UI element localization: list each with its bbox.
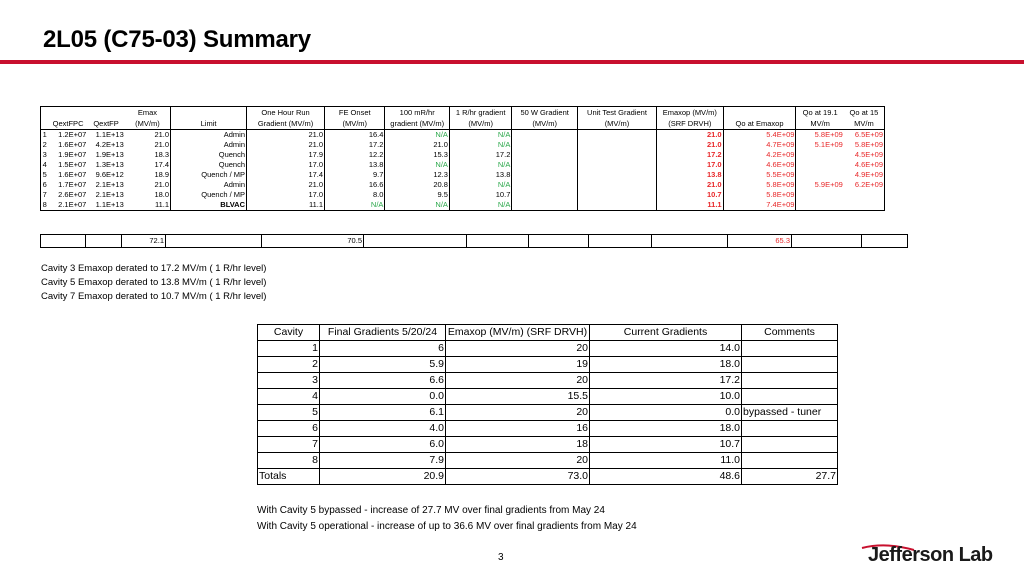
totals-cell: 27.7 (742, 469, 838, 485)
gradient-row (258, 453, 838, 469)
summary-cell: 17.2 (449, 150, 511, 160)
total-emaxop: 65.3 (728, 235, 792, 248)
summary-cell: 17.4 (125, 160, 171, 170)
summary-cell: 18.9 (125, 170, 171, 180)
summary-cell: 21.0 (657, 180, 724, 190)
summary-row (41, 160, 885, 170)
header-cell: Qo at 15 MV/m (844, 107, 885, 130)
summary-cell: 1.1E+13 (87, 200, 124, 211)
summary-cell: N/A (449, 200, 511, 211)
summary-cell: 21.0 (125, 140, 171, 150)
gradient-cell: 20 (446, 341, 590, 357)
summary-cell (577, 160, 656, 170)
summary-row (41, 130, 885, 141)
gradient-cell: 4 (258, 389, 320, 405)
summary-totals-table (40, 234, 908, 248)
summary-cell: BLVAC (171, 200, 247, 211)
summary-cell: 8.0 (325, 190, 385, 200)
totals-cell: 73.0 (446, 469, 590, 485)
header-cell: Qo at 19.1 MV/m (796, 107, 844, 130)
gradient-header-row (258, 325, 838, 341)
summary-cell (512, 140, 578, 150)
summary-cell: N/A (449, 160, 511, 170)
summary-cell: 21.0 (385, 140, 450, 150)
derate-note: Cavity 7 Emaxop derated to 10.7 MV/m ( 1 R/hr level) (41, 291, 267, 302)
summary-cell: 1.2E+07 (58, 130, 87, 139)
gradient-cell: 1 (258, 341, 320, 357)
header-cell: 50 W Gradient (MV/m) (512, 107, 578, 130)
summary-cell: Quench (171, 160, 247, 170)
gradient-cell: 8 (258, 453, 320, 469)
summary-cell: 21.0 (247, 130, 325, 141)
summary-cell: 1.6E+07 (58, 170, 87, 179)
gradient-cell: 14.0 (590, 341, 742, 357)
header-cell: One Hour Run Gradient (MV/m) (247, 107, 325, 130)
summary-cell (577, 200, 656, 211)
header-cell: Current Gradients (590, 325, 742, 341)
summary-cell: 8 (41, 200, 49, 211)
gradient-cell: 0.0 (590, 405, 742, 421)
summary-cell: 13.8 (657, 170, 724, 180)
title-divider (0, 60, 1024, 64)
header-cell: Comments (742, 325, 838, 341)
summary-cell: 21.0 (657, 130, 724, 141)
summary-cell: N/A (449, 140, 511, 150)
summary-cell: 5.8E+09 (723, 180, 796, 190)
summary-cell: 9.6E+12 (95, 170, 124, 179)
summary-row (41, 180, 885, 190)
summary-cell (796, 150, 844, 160)
summary-cell: 6.5E+09 (844, 130, 885, 141)
summary-cell (512, 160, 578, 170)
jefferson-lab-logo: Jefferson Lab (868, 544, 993, 566)
summary-cell: 4.2E+09 (723, 150, 796, 160)
summary-cell: N/A (449, 130, 511, 141)
summary-cell: 5.9E+09 (814, 180, 843, 189)
gradient-cell: 20 (446, 405, 590, 421)
totals-cell: 20.9 (320, 469, 446, 485)
header-cell: Emaxop (MV/m) (SRF DRVH) (657, 107, 724, 130)
cavity-summary-table (40, 106, 885, 211)
summary-cell: 4 (41, 160, 49, 170)
gradient-cell: 19 (446, 357, 590, 373)
header-cell: Cavity (258, 325, 320, 341)
summary-cell: 15.3 (385, 150, 450, 160)
summary-row (41, 170, 885, 180)
summary-cell: 11.1 (247, 200, 325, 211)
summary-cell: 11.1 (125, 200, 171, 211)
summary-cell: N/A (449, 180, 511, 190)
summary-totals-row (41, 235, 908, 248)
summary-cell: 4.6E+09 (844, 160, 885, 170)
gradient-cell (742, 389, 838, 405)
summary-cell (796, 160, 844, 170)
summary-row (41, 190, 885, 200)
summary-cell (577, 150, 656, 160)
summary-cell: 7 (41, 190, 49, 200)
header-cell: Unit Test Gradient (MV/m) (577, 107, 656, 130)
summary-cell (512, 150, 578, 160)
summary-cell: 2.6E+07 (58, 190, 87, 199)
summary-cell (844, 190, 885, 200)
summary-cell: 2.1E+13 (95, 180, 124, 189)
summary-cell (512, 180, 578, 190)
gradient-cell: 18 (446, 437, 590, 453)
total-one-hour: 70.5 (262, 235, 364, 248)
summary-cell: 1.6E+07 (58, 140, 87, 149)
gradient-cell: 5 (258, 405, 320, 421)
summary-cell: N/A (385, 160, 450, 170)
gradient-cell: 4.0 (320, 421, 446, 437)
summary-cell: 21.0 (125, 130, 171, 141)
summary-cell: Quench / MP (171, 170, 247, 180)
summary-cell: 17.4 (247, 170, 325, 180)
summary-cell: 20.8 (385, 180, 450, 190)
gradient-cell: 6 (320, 341, 446, 357)
gradient-cell (742, 357, 838, 373)
summary-cell (577, 190, 656, 200)
derate-note: Cavity 3 Emaxop derated to 17.2 MV/m ( 1 R/hr level) (41, 263, 267, 274)
summary-cell: 1.3E+13 (95, 160, 124, 169)
gradient-cell (742, 341, 838, 357)
summary-cell: 17.0 (247, 160, 325, 170)
summary-cell: 6.2E+09 (844, 180, 885, 190)
header-cell: Final Gradients 5/20/24 (320, 325, 446, 341)
summary-cell: 5.8E+09 (723, 190, 796, 200)
summary-cell: 21.0 (657, 140, 724, 150)
summary-cell: 5.8E+09 (814, 130, 843, 139)
summary-cell: 1.9E+13 (95, 150, 124, 159)
gradient-cell: 5.9 (320, 357, 446, 373)
summary-cell: 17.2 (325, 140, 385, 150)
gradient-cell: 20 (446, 373, 590, 389)
summary-cell: 10.7 (657, 190, 724, 200)
summary-row (41, 200, 885, 211)
summary-cell (796, 200, 844, 211)
gradient-cell: 2 (258, 357, 320, 373)
summary-cell: 13.8 (325, 160, 385, 170)
summary-cell: 17.9 (247, 150, 325, 160)
gradient-cell: 10.0 (590, 389, 742, 405)
header-cell (41, 107, 49, 130)
derate-note: Cavity 5 Emaxop derated to 13.8 MV/m ( 1 R/hr level) (41, 277, 267, 288)
header-cell: Qo at Emaxop (723, 107, 796, 130)
gradient-cell: 0.0 (320, 389, 446, 405)
summary-cell: 21.0 (247, 140, 325, 150)
summary-cell: 18.3 (125, 150, 171, 160)
summary-cell (512, 170, 578, 180)
gradient-cell: 11.0 (590, 453, 742, 469)
gradient-row (258, 437, 838, 453)
gradient-cell: bypassed - tuner (742, 405, 838, 421)
summary-cell: 5 (41, 170, 49, 180)
header-cell: FE Onset (MV/m) (325, 107, 385, 130)
summary-cell: 17.2 (657, 150, 724, 160)
summary-cell (796, 190, 844, 200)
header-cell: 1 R/hr gradient (MV/m) (449, 107, 511, 130)
summary-cell: 10.7 (449, 190, 511, 200)
summary-cell: 5.4E+09 (723, 130, 796, 141)
summary-cell: Quench / MP (171, 190, 247, 200)
summary-cell: Admin (171, 140, 247, 150)
summary-cell: 17.0 (247, 190, 325, 200)
bottom-note: With Cavity 5 bypassed - increase of 27.7 MV over final gradients from May 24 (257, 505, 605, 516)
header-cell: Emaxop (MV/m) (SRF DRVH) (446, 325, 590, 341)
page-title: 2L05 (C75-03) Summary (43, 26, 311, 53)
gradient-row (258, 357, 838, 373)
summary-cell: 21.0 (125, 180, 171, 190)
summary-cell: 4.6E+09 (723, 160, 796, 170)
gradient-row (258, 421, 838, 437)
header-cell: Limit (171, 107, 247, 130)
summary-cell: 9.7 (325, 170, 385, 180)
summary-cell: 16.4 (325, 130, 385, 141)
gradient-row (258, 405, 838, 421)
totals-label: Totals (258, 469, 320, 485)
page-number: 3 (498, 552, 504, 563)
derate-notes (41, 262, 266, 304)
summary-row (41, 150, 885, 160)
summary-cell: 4.2E+13 (95, 140, 124, 149)
summary-cell: 7.4E+09 (723, 200, 796, 211)
gradient-row (258, 389, 838, 405)
summary-header-row (41, 107, 885, 130)
gradient-row (258, 373, 838, 389)
summary-cell: N/A (325, 200, 385, 211)
gradient-cell: 3 (258, 373, 320, 389)
summary-cell: 1.9E+07 (58, 150, 87, 159)
summary-cell: Admin (171, 180, 247, 190)
header-cell: Emax (MV/m) (125, 107, 171, 130)
summary-cell: 13.8 (449, 170, 511, 180)
summary-cell (512, 130, 578, 141)
summary-cell: 18.0 (125, 190, 171, 200)
summary-cell (512, 190, 578, 200)
summary-cell: 17.0 (657, 160, 724, 170)
summary-cell: 12.2 (325, 150, 385, 160)
summary-cell (577, 140, 656, 150)
total-emax: 72.1 (122, 235, 166, 248)
gradient-row (258, 341, 838, 357)
gradient-cell (742, 437, 838, 453)
summary-cell: 4.9E+09 (844, 170, 885, 180)
summary-cell: 1 (41, 130, 49, 141)
gradient-cell: 7 (258, 437, 320, 453)
gradient-cell: 6.1 (320, 405, 446, 421)
summary-cell: 5.8E+09 (844, 140, 885, 150)
gradient-table (257, 324, 838, 485)
gradient-cell: 6.6 (320, 373, 446, 389)
gradient-cell: 20 (446, 453, 590, 469)
summary-cell: 2.1E+13 (95, 190, 124, 199)
gradient-cell: 6 (258, 421, 320, 437)
summary-cell: 2.1E+07 (49, 200, 88, 211)
gradient-cell: 18.0 (590, 357, 742, 373)
summary-cell: 2 (41, 140, 49, 150)
bottom-notes (257, 503, 637, 535)
bottom-note: With Cavity 5 operational - increase of up to 36.6 MV over final gradients from May 24 (257, 521, 637, 532)
summary-cell: N/A (385, 130, 450, 141)
gradient-cell: 10.7 (590, 437, 742, 453)
gradient-cell (742, 453, 838, 469)
summary-cell: 3 (41, 150, 49, 160)
summary-cell: 4.7E+09 (723, 140, 796, 150)
summary-cell: Admin (171, 130, 247, 141)
gradient-cell: 16 (446, 421, 590, 437)
header-cell: QextFP (87, 107, 124, 130)
gradient-cell (742, 421, 838, 437)
summary-cell: 6 (41, 180, 49, 190)
summary-cell: 5.5E+09 (723, 170, 796, 180)
summary-cell: 4.5E+09 (844, 150, 885, 160)
summary-cell: 9.5 (385, 190, 450, 200)
gradient-cell (742, 373, 838, 389)
summary-cell (577, 180, 656, 190)
summary-cell: 1.7E+07 (58, 180, 87, 189)
summary-cell (577, 130, 656, 141)
header-cell: QextFPC (49, 107, 88, 130)
gradient-cell: 17.2 (590, 373, 742, 389)
header-cell: 100 mR/hr gradient (MV/m) (385, 107, 450, 130)
summary-cell (844, 200, 885, 211)
summary-cell: Quench (171, 150, 247, 160)
summary-cell: 1.5E+07 (58, 160, 87, 169)
summary-cell: 12.3 (385, 170, 450, 180)
gradient-totals-row (258, 469, 838, 485)
summary-cell: 5.1E+09 (814, 140, 843, 149)
summary-cell: 16.6 (325, 180, 385, 190)
gradient-cell: 7.9 (320, 453, 446, 469)
summary-cell (577, 170, 656, 180)
gradient-cell: 15.5 (446, 389, 590, 405)
gradient-cell: 18.0 (590, 421, 742, 437)
summary-cell: 11.1 (657, 200, 724, 211)
summary-cell: 1.1E+13 (95, 130, 124, 139)
summary-cell (796, 170, 844, 180)
summary-cell: N/A (385, 200, 450, 211)
summary-cell: 21.0 (247, 180, 325, 190)
summary-cell (512, 200, 578, 211)
totals-cell: 48.6 (590, 469, 742, 485)
gradient-cell: 6.0 (320, 437, 446, 453)
summary-row (41, 140, 885, 150)
